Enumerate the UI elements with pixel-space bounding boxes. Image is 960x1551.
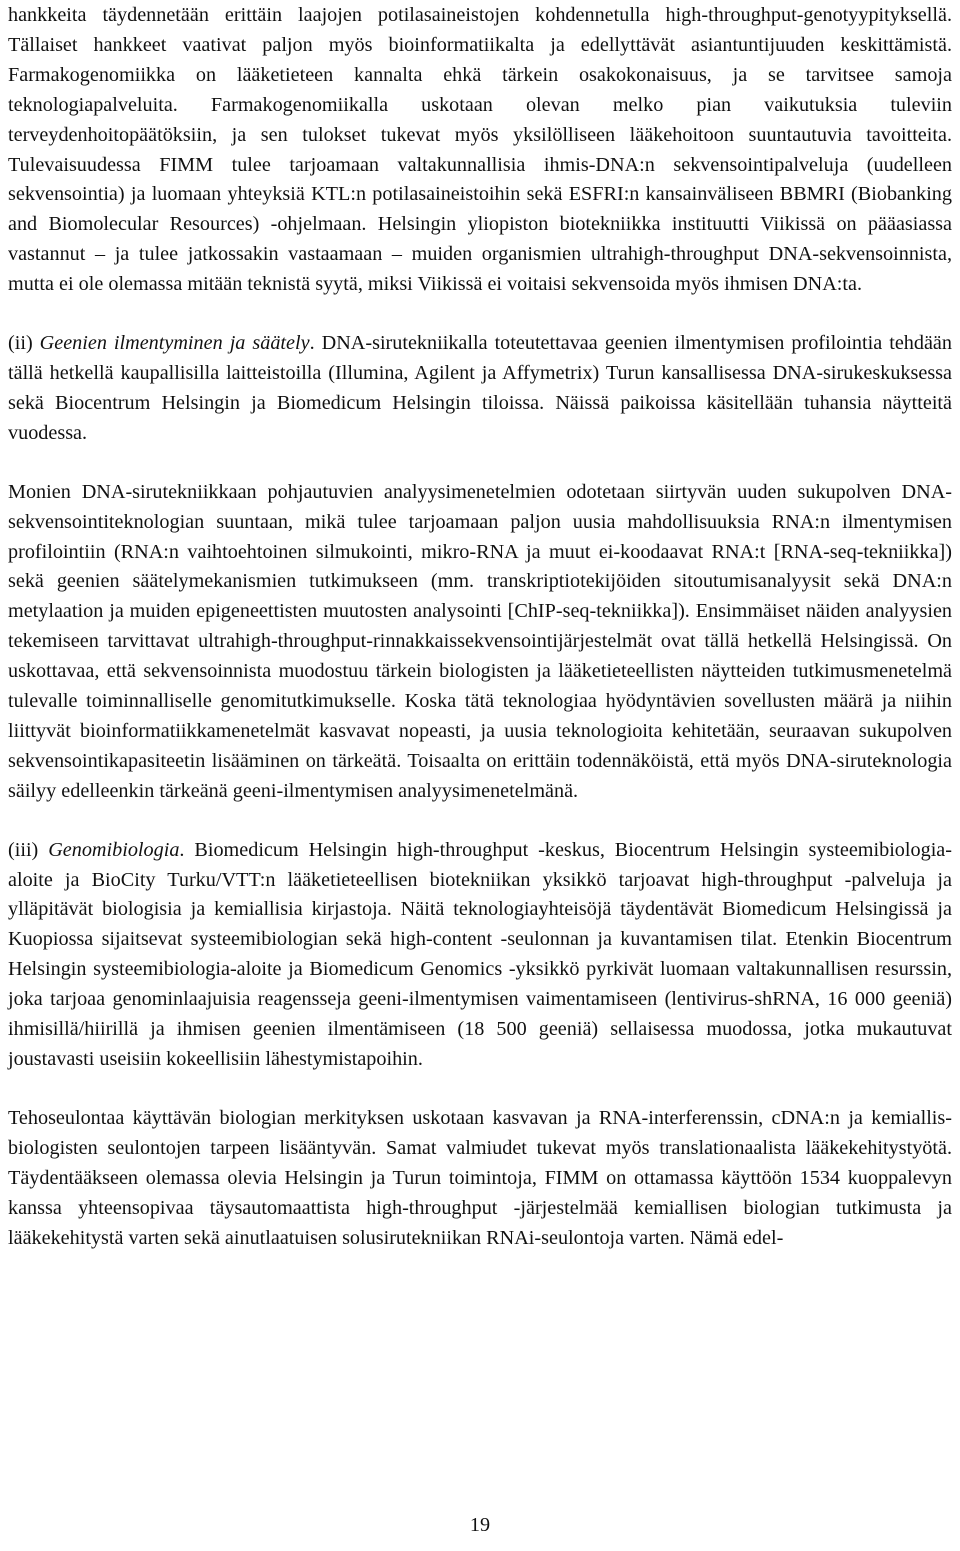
section-heading-gene-expression: Geenien ilmentyminen ja säätely — [39, 332, 310, 355]
section-number: (ii) — [8, 332, 40, 355]
section-number: (iii) — [8, 838, 49, 861]
paragraph-body: . Biomedicum Helsingin high-throughput -keskus, Biocentrum Helsingin systeemibiologia-aloite ja BioCity Turku/VTT:n lääketieteellisen biotekniikan yksikkö tarjoavat high-throughput -palveluja ja ylläpitävät biologisia ja kemiallisia kirjastoja. Näitä teknologiayhteisöjä täydentävät Biomedicum Helsingissä ja Kuopiossa sijaitsevat systeemibiologian sekä high-content -seulonnan ja kuvantamisen tilat. Etenkin Biocentrum Helsingin systeemibiologia-aloite ja Biomedicum Genomics -yksikkö pyrkivät luomaan valtakunnallisen resurssin, joka tarjoaa genominlaajuisia reagensseja geeni-ilmentymisen vaimentamiseen (lentivirus-shRNA, 16 000 geeniä) ihmisillä/hiirillä ja ihmisen geenien ilmentämiseen (18 500 geeniä) sellaisessa muodossa, jotka mukautuvat joustavasti useisiin kokeellisiin lähestymistapoihin. — [8, 838, 952, 1070]
paragraph-genome-biology — [8, 836, 952, 1075]
paragraph-genotyping: hankkeita täydennetään erittäin laajojen potilasaineistojen kohdennetulla high-throughput-genotyypityksellä. Tällaiset hankkeet vaativat paljon myös bioinformatiikalta ja edellyttävät asiantuntijuuden keskittämistä. Farmakogenomiikka on lääketieteen kannalta ehkä tärkein osakokonaisuus, ja se tarvitsee samoja teknologiapalveluita. Farmakogenomiikalla uskotaan olevan melko pian vaikutuksia tuleviin terveydenhoitopäätöksiin, ja sen tulokset tukevat myös yksilölliseen lääkehoitoon suuntautuvia tavoitteita. Tulevaisuudessa FIMM tulee tarjoamaan valtakunnallisia ihmis-DNA:n sekvensointipalveluja (uudelleen sekvensointia) ja luomaan yhteyksiä KTL:n potilasaineistoihin sekä ESFRI:n kansainväliseen BBMRI (Biobanking and Biomolecular Resources) -ohjelmaan. Helsingin yliopiston biotekniikka instituutti Viikissä on pääasiassa vastannut – ja tulee jatkossakin vastaamaan – muiden organismien ultrahigh-throughput DNA-sekvensoinnista, mutta ei ole olemassa mitään teknistä syytä, miksi Viikissä ei voitaisi sekvensoida myös ihmisen DNA:ta. — [8, 4, 952, 296]
page-number: 19 — [469, 1514, 491, 1536]
document-page — [8, 0, 952, 1253]
paragraph-screening: Tehoseulontaa käyttävän biologian merkityksen uskotaan kasvavan ja RNA-interferenssin, cDNA:n ja kemiallis-biologisten seulontojen tarpeen lisääntyvän. Samat valmiudet tukevat myös translationaalista lääkekehitystyötä. Täydentääkseen olemassa olevia Helsingin ja Turun toimintoja, FIMM on ottamassa käyttöön 1534 kuoppalevyn kanssa yhteensopivaa täysautomaattista high-throughput -järjestelmää kemiallisen biologian tutkimusta ja lääkekehitystä varten sekä ainutlaatuisen solusirutekniikan RNAi-seulontoja varten. Nämä edel- — [8, 1106, 952, 1249]
paragraph-body: . DNA-sirutekniikalla toteutettavaa geenien ilmentymisen profilointia tehdään tällä hetkellä kaupallisilla laitteistoilla (Illumina, Agilent ja Affymetrix) Turun kansallisessa DNA-sirukeskuksessa sekä Biocentrum Helsingin ja Biomedicum Helsingin tiloissa. Näissä paikoissa käsitellään tuhansia näytteitä vuodessa. — [8, 332, 952, 444]
paragraph-sequencing: Monien DNA-sirutekniikkaan pohjautuvien analyysimenetelmien odotetaan siirtyvän uuden sukupolven DNA-sekvensointiteknologian suuntaan, mikä tulee tarjoamaan paljon uusia mahdollisuuksia RNA:n ilmentymisen profilointiin (RNA:n vaihtoehtoinen silmukointi, mikro-RNA ja muut ei-koodaavat RNA:t [RNA-seq-tekniikka]) sekä geenien säätelymekanismien tutkimukseen (mm. transkriptiotekijöiden sitoutumisanalyysit sekä DNA:n metylaation ja muiden epigeneettisten muutosten analysointi [ChIP-seq-tekniikka]). Ensimmäiset näiden analyysien tekemiseen tarvittavat ultrahigh-throughput-rinnakkaissekvensointijärjestelmät ovat tällä hetkellä Helsingissä. On uskottavaa, että sekvensoinnista muodostuu tärkein biologisten ja lääketieteellisten näytteiden tutkimusmenetelmä tulevalle toiminnalliselle genomitutkimukselle. Koska tätä teknologiaa hyödyntävien sovellusten määrä ja niihin liittyvät bioinformatiikkamenetelmät kasvavat nopeasti, ja uusia teknologioita kehitetään, seuraavan sukupolven sekvensointikapasiteetin lisääminen on tärkeätä. Toisaalta on erittäin todennäköistä, että myös DNA-siruteknologia säilyy edelleenkin tärkeänä geeni-ilmentymisen analyysimenetelmänä. — [8, 480, 952, 802]
section-heading-genome-biology: Genomibiologia — [48, 838, 180, 861]
paragraph-gene-expression — [8, 329, 952, 449]
